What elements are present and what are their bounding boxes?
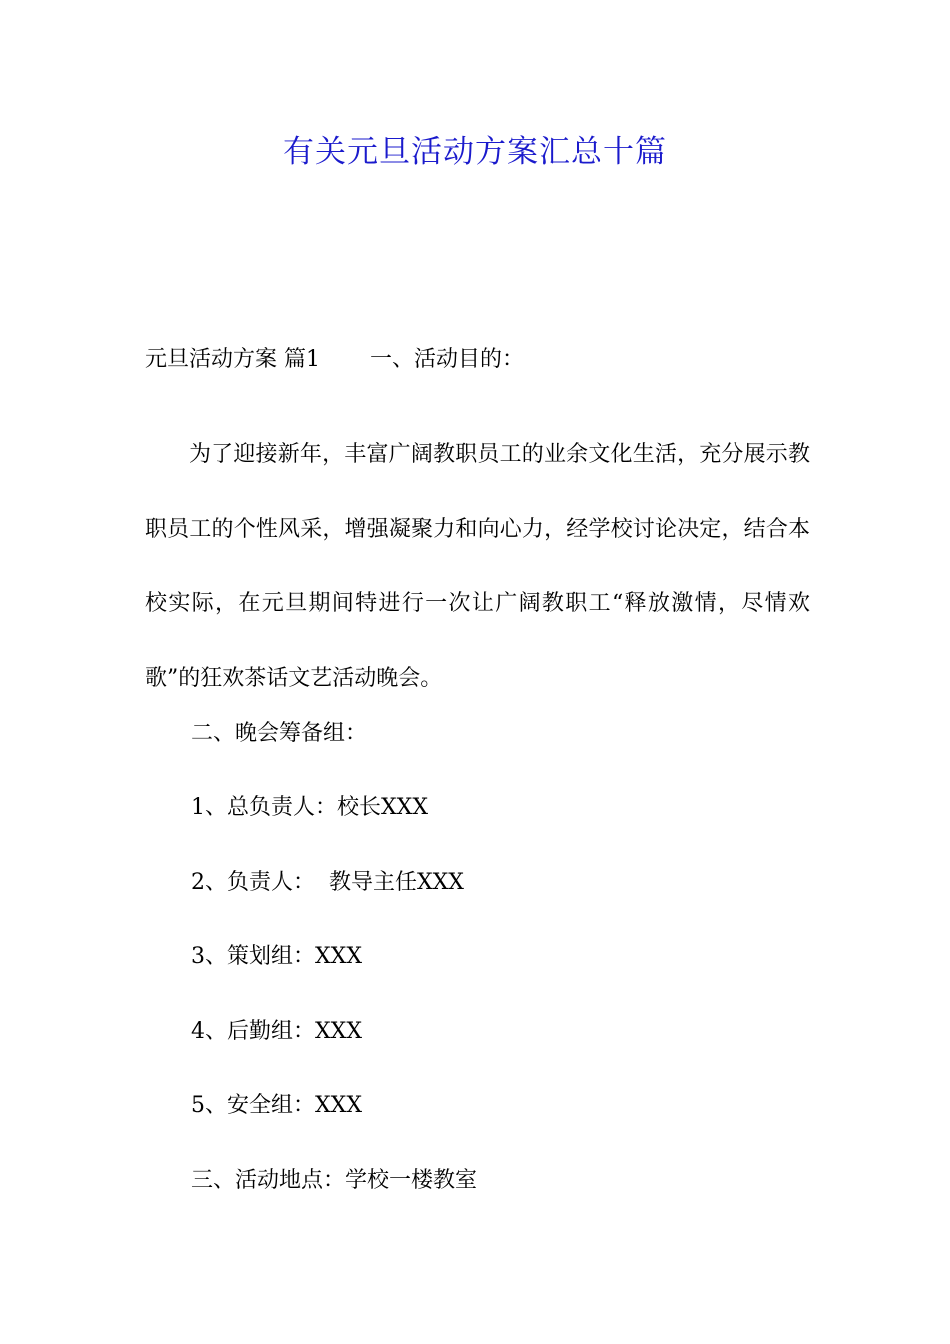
section-first-line — [145, 342, 810, 378]
committee-item: 1、总负责人：校长XXX — [191, 795, 428, 820]
venue-line: 三、活动地点：学校一楼教室 — [191, 1168, 478, 1193]
document-title: 有关元旦活动方案汇总十篇 — [283, 134, 667, 170]
purpose-paragraph: 为了迎接新年，丰富广阔教职员工的业余文化生活，充分展示教职员工的个性风采，增强凝聚力和向心力，经学校讨论决定，结合本校实际，在元旦期间特进行一次让广阔教职工“释放激情，尽情欢歌”的狂欢茶话文艺活动晚会。 — [145, 442, 810, 691]
committee-item: 4、后勤组：XXX — [191, 1019, 362, 1044]
committee-item: 2、负责人： 教导主任XXX — [191, 870, 464, 895]
point1-heading: 一、活动目的： — [370, 347, 525, 372]
committee-item: 3、策划组：XXX — [191, 944, 362, 969]
section-heading: 元旦活动方案 篇1 — [145, 347, 320, 372]
committee-item: 5、安全组：XXX — [191, 1093, 362, 1118]
committee-heading: 二、晚会筹备组： — [191, 721, 368, 746]
